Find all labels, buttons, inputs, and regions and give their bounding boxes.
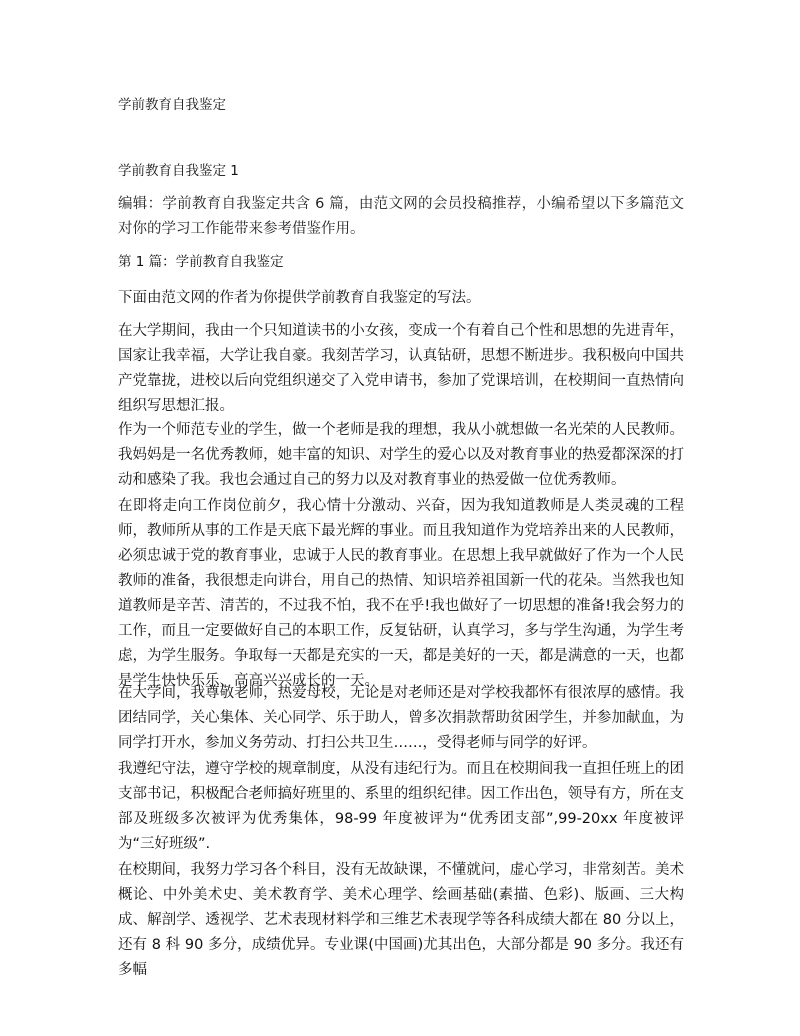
body-paragraph-6: 在校期间，我努力学习各个科目，没有无故缺课，不懂就问，虚心学习，非常刻苦。美术概论、中外美术史、美术教育学、美术心理学、绘画基础(素描、色彩)、版画、三大构成、解剖学、透视学、艺术表现材料学和三维艺术表现学等各科成绩大都在 80 分以上，还有 8 科 90 多分，成绩优异。专业课(中国画)尤其出色，大部分都是 90 多分。我还有多幅 xyxy=(118,862,684,978)
body-paragraph-4: 在大学间，我尊敬老师，热爱母校，无论是对老师还是对学校我都怀有很浓厚的感情。我团结同学，关心集体、关心同学、乐于助人，曾多次捐款帮助贫困学生，并参加献血，为同学打开水，参加义务劳动、打扫公共卫生……，受得老师与同学的好评。 xyxy=(118,685,684,751)
intro-paragraph: 下面由范文网的作者为你提供学前教育自我鉴定的写法。 xyxy=(118,290,481,306)
document-title: 学前教育自我鉴定 xyxy=(118,97,226,113)
editor-note: 编辑：学前教育自我鉴定共含 6 篇，由范文网的会员投稿推荐，小编希望以下多篇范文对你的学习工作能带来参考借鉴作用。 xyxy=(118,196,684,237)
document-subtitle: 学前教育自我鉴定 1 xyxy=(118,163,239,179)
body-paragraph-5: 我遵纪守法，遵守学校的规章制度，从没有违纪行为。而且在校期间我一直担任班上的团支部书记，积极配合老师搞好班里的、系里的组织纪律。因工作出色，领导有方，所在支部及班级多次被评为优秀集体，98-99 年度被评为“优秀团支部”,99-20xx 年度被评为“三好班级”. xyxy=(118,761,684,852)
body-paragraph-3: 在即将走向工作岗位前夕，我心情十分激动、兴奋，因为我知道教师是人类灵魂的工程师，教师所从事的工作是天底下最光辉的事业。而且我知道作为党培养出来的人民教师，必须忠诚于党的教育事业，忠诚于人民的教育事业。在思想上我早就做好了作为一个人民教师的准备，我很想走向讲台，用自己的热情、知识培养祖国新一代的花朵。当然我也知道教师是辛苦、清苦的，不过我不怕，我不在乎!我也做好了一切思想的准备!我会努力的工作，而且一定要做好自己的本职工作，反复钻研，认真学习，多与学生沟通，为学生考虑，为学生服务。争取每一天都是充实的一天，都是美好的一天，都是满意的一天，也都是学生快快乐乐、高高兴兴成长的一天。 xyxy=(118,498,684,689)
section-heading: 第 1 篇：学前教育自我鉴定 xyxy=(118,254,284,270)
body-paragraph-2: 作为一个师范专业的学生，做一个老师是我的理想，我从小就想做一名光荣的人民教师。我妈妈是一名优秀教师，她丰富的知识、对学生的爱心以及对教育事业的热爱都深深的打动和感染了我。我也会通过自己的努力以及对教育事业的热爱做一位优秀教师。 xyxy=(118,422,684,488)
body-paragraph-1: 在大学期间，我由一个只知道读书的小女孩，变成一个有着自己个性和思想的先进青年，国家让我幸福，大学让我自豪。我刻苦学习，认真钻研，思想不断进步。我积极向中国共产党靠拢，进校以后向党组织递交了入党申请书，参加了党课培训，在校期间一直热情向组织写思想汇报。 xyxy=(118,323,684,414)
